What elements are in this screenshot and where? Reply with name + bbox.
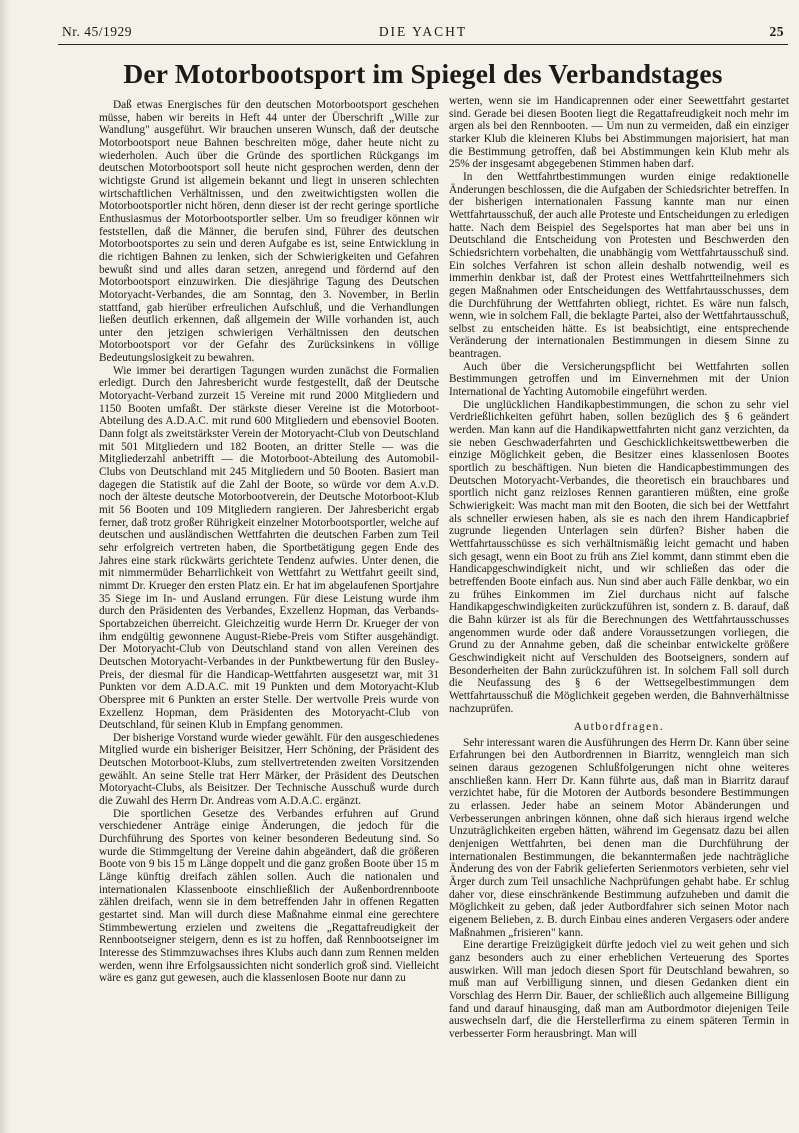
paragraph: Die sportlichen Gesetze des Verbandes erfuhren auf Grund verschiedener Anträge einige Änderungen, die jedoch für die Durchführung des Sportes von keiner besonderen Bedeutung sind. So wurde die Stimmgeltung der Vereine dahin abgeändert, daß die größeren Boote von 9 bis 15 m Länge doppelt und die ganz großen Boote über 15 m Länge künftig dreifach zählen sollen. Auch die nationalen und internationalen Klassenboote einschließlich der Außenbordrennboote zählen dreifach, wenn sie in dem betreffenden Jahr in offenen Regatten gestartet sind. Man will durch diese Maßnahme einmal eine gerechtere Stimmbewertung erzielen und zweitens die „Regattafreudigkeit der Rennbootseigner steigern, denn es ist zu hoffen, daß Rennbootseigner im Interesse des Stimmzuwachses ihres Klubs auch dann zum Rennen melden werden, wenn ihre Erfolgsaussichten nicht sonderlich groß sind. Vielleicht wäre es ganz gut gewesen, auch die klassenlosen Boote nur dann zu xyxy=(99,807,439,985)
section-subheading: Autbordfragen. xyxy=(573,721,665,734)
paragraph: Wie immer bei derartigen Tagungen wurden zunächst die Formalien erledigt. Durch den Jahresbericht wurde festgestellt, daß der Deutsche Motoryacht-Verband zurzeit 15 Vereine mit rund 2000 Mitgliedern und 1150 Booten umfaßt. Der stärkste dieser Vereine ist die Motorboot-Abteilung des A.D.A.C. mit rund 600 Mitgliedern und ebensoviel Booten. Dann folgt als zweitstärkster Verein der Motoryacht-Club von Deutschland mit 501 Mitgliedern und 182 Booten, an dritter Stelle — was die Mitgliederzahl anbetrifft — die Motorboot-Abteilung des Automobil-Clubs von Deutschland mit 245 Mitgliedern und 50 Booten. Basiert man dagegen die Statistik auf die Zahl der Boote, so würde vor dem A.v.D. noch der älteste deutsche Motorbootverein, der Deutsche Motorboot-Klub mit 56 Booten und 109 Mitgliedern rangieren. Der Jahresbericht ergab ferner, daß trotz großer Rührigkeit einzelner Motorbootsportler, welche auf deutschen und ausländischen Wettfahrten die deutschen Farben zum Teil sehr erfolgreich vertreten haben, die Sportbetätigung gegen Ende des Jahres eine stark rückwärts gerichtete Tendenz aufwies. Unter denen, die mit nimmermüder Beharrlichkeit von Wettfahrt zu Wettfahrt geeilt sind, nimmt Dr. Krueger den ersten Platz ein. Er hat im abgelaufenen Sportjahre 35 Siege im In- und Ausland errungen. Für diese Leistung wurde ihm durch den Präsidenten des Verbandes, Exzellenz Hopman, das Verbands-Sportabzeichen überreicht. Gleichzeitig wurde Herrn Dr. Krueger der von ihm endgültig gewonnene August-Riebe-Preis vom Stifter ausgehändigt. Der Motoryacht-Club von Deutschland stand von allen Vereinen des Deutschen Motoryacht-Verbandes in der Punktbewertung für den Busley-Preis, der diesmal für die Handicap-Wettfahrten ausgesetzt war, mit 31 Punkten vor dem A.D.A.C. mit 19 Punkten und dem Motoryacht-Klub Oberspree mit 6 Punkten an erster Stelle. Der wertvolle Preis wurde von Exzellenz Hopman, dem Präsidenten des Motoryacht-Club von Deutschland, für seinen Klub in Empfang genommen. xyxy=(99,364,439,732)
page-edge-shadow xyxy=(0,0,10,1133)
running-head xyxy=(62,24,784,42)
issue-number: Nr. 45/1929 xyxy=(62,24,133,39)
header-rule xyxy=(58,44,788,45)
paragraph: werten, wenn sie im Handicaprennen oder einer Seewettfahrt gestartet sind. Gerade bei diesen Booten liegt die Regattafreudigkeit noch mehr im argen als bei den Rennbooten. — Um nun zu vermeiden, daß ein einziger starker Klub die kleineren Klubs bei Abstimmungen majorisiert, hat man die Bestimmung getroffen, daß bei Abstimmungen kein Klub mehr als 25% der insgesamt abgegebenen Stimmen haben darf. xyxy=(449,95,789,171)
magazine-name: DIE YACHT xyxy=(378,24,468,39)
paragraph: Eine derartige Freizügigkeit dürfte jedoch viel zu weit gehen und sich ganz besonders auch zu einer erheblichen Verteuerung des Sportes auswirken. Will man jedoch diesen Sport für Deutschland bewahren, so muß man auf Verbilligung sinnen, und diesen Gedanken dient ein Vorschlag des Herrn Dir. Bauer, der schließlich auch allgemeine Billigung fand und darauf hinausging, daß man am Autbordmotor diejenigen Teile auswechseln darf, die die Herstellerfirma zu einem späteren Termin in verbesserter Form herausbringt. Man will xyxy=(449,939,789,1040)
paragraph: Die unglücklichen Handikapbestimmungen, die schon zu sehr viel Verdrießlichkeiten geführt haben, sollen bezüglich des § 6 geändert werden. Man kann auf die Handikapwettfahrten nicht ganz verzichten, da sie neben Geschwaderfahrten und Geschicklichkeitswettbewerben die einzige Möglichkeit geben, die Besitzer eines klassenlosen Bootes sportlich zu beschäftigen. Nun bieten die Handicapbestimmungen des Deutschen Motoryacht-Verbandes, die theoretisch ein brauchbares und sportlich nicht ganz reizloses Rennen garantieren müßten, eine große Schwierigkeit: Was macht man mit den Booten, die sich bei der Wettfahrt als schneller erwiesen haben, als sie es nach den ihrem Handicapbrief zugrunde liegenden Unterlagen sein dürfen? Bisher haben die Wettfahrtausschüsse es sich verhältnismäßig leicht gemacht und haben sich gesagt, wenn ein Boot zu früh ans Ziel kommt, dann stimmt eben die Handicapgeschwindigkeit nicht, und wir schließen das oder die betreffenden Boote einfach aus. Nun sind aber auch Fälle denkbar, wo ein zu frühes Einkommen im Ziel durchaus nicht auf falsche Handikapgeschwindigkeiten zurückzuführen ist, sondern z. B. darauf, daß die Bahn kürzer ist als für die Berechnungen des Wettfahrtausschusses angenommen wurde oder daß andere Voraussetzungen vorliegen, die Grund zu der Annahme geben, daß die scheinbar entwickelte größere Geschwindigkeit nicht auf Verschulden des Bootseigners, sondern auf Besonderheiten der Bahn zurückzuführen ist. In solchem Fall soll durch die Neufassung des § 6 der Wettsegelbestimmungen dem Wettfahrtausschuß die Möglichkeit gegeben werden, die Bahnverhältnisse nachzuprüfen. xyxy=(449,398,789,715)
paragraph: Sehr interessant waren die Ausführungen des Herrn Dr. Kann über seine Erfahrungen bei den Autbordrennen in Biarritz, wenngleich man sich seinen daraus gezogenen Schlußfolgerungen nicht ohne weiteres anschließen kann. Herr Dr. Kann führte aus, daß man in Biarritz darauf verzichtet habe, für die Motoren der Autbords besondere Bestimmungen zu erlassen. Jeder habe an seinem Motor Abänderungen und Verbesserungen anbringen können, ohne daß sich hieraus irgend welche Unzuträglichkeiten ergeben hätten, während im Gegensatz dazu bei allen denjenigen Wettfahrten, bei denen man die Durchführung der internationalen Bestimmungen, die bekanntermaßen jede nachträgliche Änderung des von der Fabrik gelieferten Serienmotors verbieten, sehr viel Ärger durch zum Teil unsachliche Nachprüfungen gehabt habe. Er schlug daher vor, diese einschränkende Bestimmung aufzuheben und damit die Möglichkeit zu geben, daß jeder Autbordfahrer sich seinen Motor nach eigenem Belieben, z. B. durch Einbau eines anderen Vergasers oder andere Maßnahmen „frisieren" kann. xyxy=(449,736,789,939)
paragraph: Auch über die Versicherungspflicht bei Wettfahrten sollen Bestimmungen getroffen und im Einvernehmen mit der Union International de Yachting Automobile eingeführt werden. xyxy=(449,360,789,399)
right-column xyxy=(449,95,789,1041)
left-column xyxy=(99,99,439,985)
page-number: 25 xyxy=(769,24,784,39)
paragraph: Der bisherige Vorstand wurde wieder gewählt. Für den ausgeschiedenes Mitglied wurde ein bisheriger Beisitzer, Herr Schöning, der Präsident des Deutschen Motorboot-Klubs, zum stellvertretenden zweiten Vorsitzenden gewählt. An seine Stelle trat Herr Märker, der Präsident des Deutschen Motoryacht-Clubs, als Beisitzer. Der Technische Ausschuß wurde durch die Zuwahl des Herrn Dr. Andreas vom A.D.A.C. ergänzt. xyxy=(99,731,439,808)
article-title: Der Motorbootsport im Spiegel des Verbandstages xyxy=(123,58,723,89)
paragraph: Daß etwas Energisches für den deutschen Motorbootsport geschehen müsse, haben wir bereits in Heft 44 unter der Überschrift „Wille zur Wandlung" ausgeführt. Wir brauchen unseren Wunsch, daß der deutsche Motorbootsport neue Bahnen beschreiten möge, daher heute nicht zu wiederholen. Auch über die Gründe des sportlichen Rückgangs im deutschen Motorbootsport soll heute nicht gesprochen werden, denn der wichtigste Grund ist allgemein bekannt und liegt in unseren schlechten wirtschaftlichen Verhältnissen, und den zweitwichtigsten wollen die Motorbootsportler nicht hören, denn dieser ist der recht geringe sportliche Enthusiasmus der Motorbootsportler selber. Um so freudiger können wir feststellen, daß die Männer, die berufen sind, Führer des deutschen Motorbootsportes zu sein und deren Aufgabe es ist, seine Entwicklung in die richtigen Bahnen zu lenken, sich der Schwierigkeiten und Gefahren bewußt sind und alles daran setzen, anregend und fördernd auf den Motorbootsport einzuwirken. Die diesjährige Tagung des Deutschen Motoryacht-Verbandes, die am Sonntag, den 3. November, in Berlin stattfand, gab hierüber erfreulichen Aufschluß, und die Verhandlungen ließen deutlich erkennen, daß allgemein der Wille vorhanden ist, auch unter den jetzigen schwierigen Verhältnissen den deutschen Motorbootsport vor der Gefahr des Zurücksinkens in völlige Bedeutungslosigkeit zu bewahren. xyxy=(99,99,439,365)
paragraph: In den Wettfahrtbestimmungen wurden einige redaktionelle Änderungen beschlossen, die die Aufgaben der Schiedsrichter betreffen. In der bisherigen internationalen Fassung kannte man nur einen Wettfahrtausschuß, der auch alle Proteste und Entscheidungen zu erledigen hatte. Nach dem Beispiel des Segelsportes hat man aber bei uns in Deutschland die Entscheidung von Protesten und Beschwerden den Schiedsrichtern vorbehalten, die unabhängig vom Wettfahrtausschuß sind. Ein solches Verfahren ist schon allein deshalb notwendig, weil es immerhin denkbar ist, daß der Protest eines Wettfahrtteilnehmers sich gegen Maßnahmen oder Entscheidungen des Wettfahrtausschusses, dem die Durchführung der Wettfahrten obliegt, richtet. Es wäre nun falsch, wenn, wie in solchem Fall, die beklagte Partei, also der Wettfahrtausschuß, selbst zu entscheiden hätte. Es ist beabsichtigt, eine entsprechende Veränderung der internationalen Bestimmungen in diesem Sinne zu beantragen. xyxy=(449,170,789,361)
